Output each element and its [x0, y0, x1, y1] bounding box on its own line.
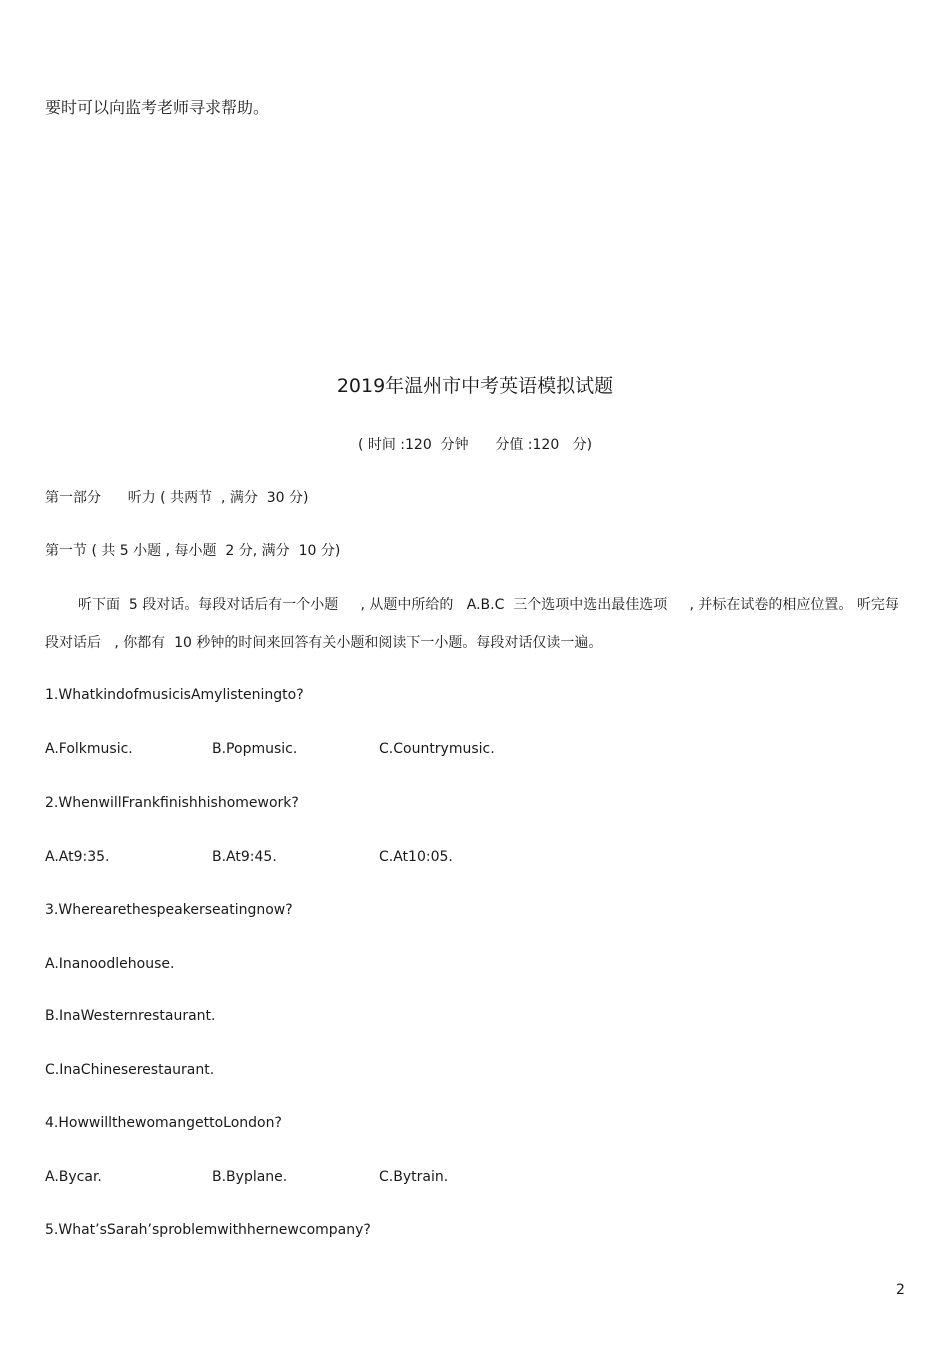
option-2b: B.At9:45. — [212, 849, 277, 865]
page-title: 2019年温州市中考英语模拟试题 — [336, 375, 614, 397]
option-1b: B.Popmusic. — [212, 741, 298, 757]
question-4: 4.HowwillthewomangettoLondon? — [45, 1115, 282, 1131]
part-heading: 第一部分 听力 ( 共两节 , 满分 30 分) — [45, 490, 309, 506]
instructions-text: 听下面 5 段对话。每段对话后有一个小题 , 从题中所给的 A.B.C 三个选项中选出最佳选项 , 并标在试卷的相应位置。 听完每段对话后 , 你都有 10 秒钟的时间来回答有关小题和阅读下一小题。每段对话仅读一遍。 — [45, 597, 899, 651]
exam-info: ( 时间 :120 分钟 分值 :120 分) — [357, 437, 593, 453]
question-2: 2.WhenwillFrankfinishhishomework? — [45, 795, 299, 811]
option-1a: A.Folkmusic. — [45, 741, 133, 757]
section-heading: 第一节 ( 共 5 小题 , 每小题 2 分, 满分 10 分) — [45, 543, 341, 559]
top-note: 要时可以向监考老师寻求帮助。 — [45, 98, 270, 117]
instructions-paragraph — [45, 586, 905, 662]
option-3b: B.InaWesternrestaurant. — [45, 1008, 216, 1024]
option-4c: C.Bytrain. — [379, 1169, 449, 1185]
question-3: 3.Wherearethespeakerseatingnow? — [45, 902, 293, 918]
question-1: 1.WhatkindofmusicisAmylisteningto? — [45, 687, 304, 703]
option-1c: C.Countrymusic. — [379, 741, 495, 757]
option-3c: C.InaChineserestaurant. — [45, 1062, 215, 1078]
option-2a: A.At9:35. — [45, 849, 110, 865]
option-4a: A.Bycar. — [45, 1169, 102, 1185]
page-number: 2 — [896, 1282, 905, 1298]
question-5: 5.What’sSarah’sproblemwithhernewcompany? — [45, 1222, 371, 1238]
option-3a: A.Inanoodlehouse. — [45, 956, 175, 972]
option-2c: C.At10:05. — [379, 849, 453, 865]
option-4b: B.Byplane. — [212, 1169, 288, 1185]
